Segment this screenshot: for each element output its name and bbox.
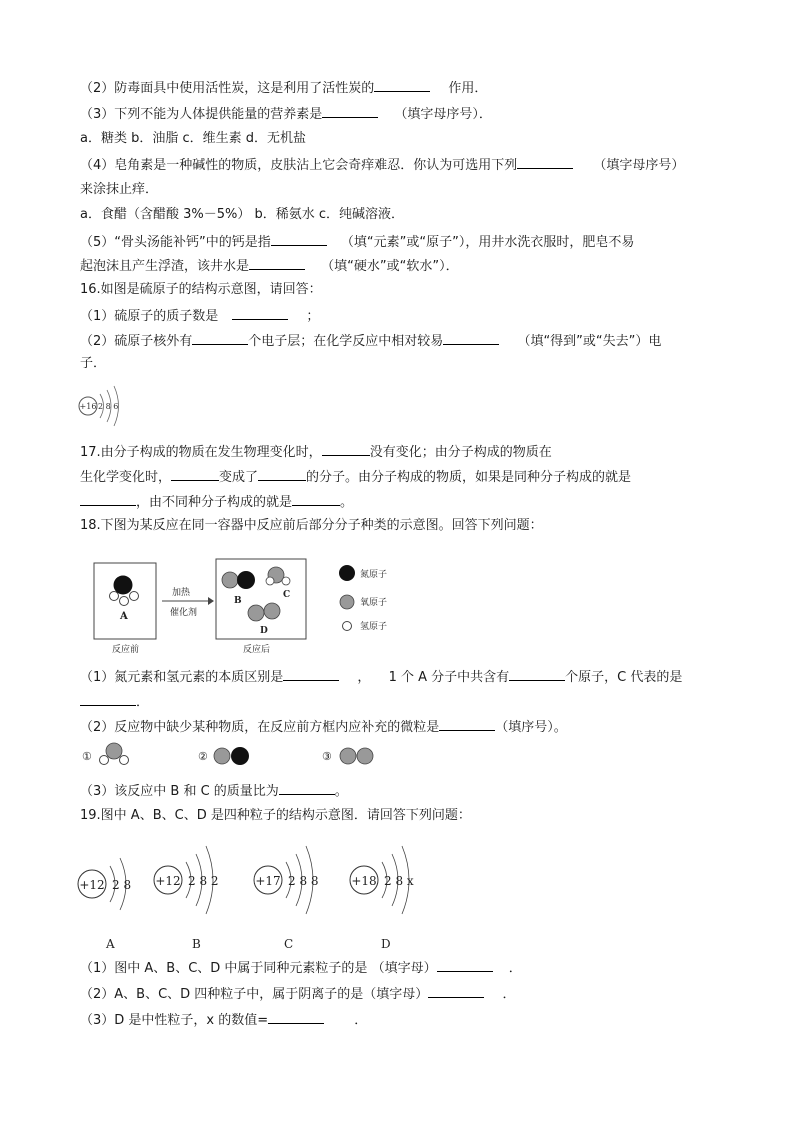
answer-blank[interactable]	[322, 104, 378, 118]
atom-d	[350, 846, 414, 951]
hydrogen-atom	[120, 597, 129, 606]
q15-p5-cont: 起泡沫且产生浮渣，该井水是	[80, 259, 250, 274]
answer-blank[interactable]	[292, 492, 340, 506]
q15-p5-tail: （填“元素”或“原子”），用井水洗衣服时，肥皂不易	[340, 235, 635, 250]
q18-p3-tail: 。	[334, 784, 348, 799]
q19-p2-text: （2）A、B、C、D 四种粒子中，属于阴离子的是（填字母）	[80, 987, 429, 1002]
oxygen-atom	[222, 572, 238, 588]
electron-counts: 2 8 2	[188, 874, 219, 888]
q16-p2-tail: （填“得到”或“失去”）电	[517, 334, 662, 349]
electron-counts: 2 8 6	[98, 402, 119, 411]
answer-blank[interactable]	[517, 155, 573, 169]
oxygen-atom	[214, 748, 230, 764]
oxygen-atom	[340, 748, 356, 764]
q18-line-2	[80, 717, 567, 737]
option-1-label: ①	[82, 750, 92, 763]
label-after: 反应后	[243, 645, 271, 655]
answer-blank[interactable]	[268, 1010, 324, 1024]
q16-line-2	[80, 331, 661, 351]
q18-title: 18.下图为某反应在同一容器中反应前后部分分子种类的示意图。回答下列问题：	[80, 518, 543, 533]
q18-p2-text: （2）反应物中缺少某种物质，在反应前方框内应补充的微粒是	[80, 720, 440, 735]
q18-p1-mid: 1 个 A 分子中共含有	[388, 670, 510, 685]
oxygen-atom	[357, 748, 373, 764]
legend-oxygen-label: 氧原子	[360, 598, 388, 608]
q18-line-3	[80, 781, 348, 801]
answer-blank[interactable]	[249, 256, 305, 270]
q17-l1-tail: 没有变化；由分子构成的物质在	[369, 445, 552, 460]
q15-p3-tail: （填字母序号）．	[394, 107, 492, 122]
atom-c	[254, 846, 319, 951]
q15-p5-text: （5）“骨头汤能补钙”中的钙是指	[80, 235, 271, 250]
q17-l2-tail: 的分子。由分子构成的物质，如果是同种分子构成的就是	[306, 470, 632, 485]
q18-p2-tail: （填序号）。	[495, 720, 567, 735]
oxygen-atom	[248, 605, 264, 621]
sulfur-atom-diagram	[76, 378, 136, 428]
q19-p1-tail: ．	[508, 961, 522, 976]
q18-p1-tail: 个原子，C 代表的是	[565, 670, 683, 685]
atom-label: B	[192, 937, 201, 951]
q15-p4-cont: 来涂抹止痒．	[80, 182, 159, 197]
q18-p1-text: （1）氮元素和氢元素的本质区别是	[80, 670, 284, 685]
q17-line-1	[80, 442, 552, 462]
q18-p1-end: ．	[136, 695, 150, 710]
legend-hydrogen-label: 氢原子	[360, 622, 388, 632]
q15-p5-tail2: （填“硬水”或“软水”）．	[321, 259, 459, 274]
nucleus-label: +17	[255, 874, 281, 888]
q18-line-1	[80, 667, 682, 687]
arrow-top-label: 加热	[172, 588, 191, 598]
answer-blank[interactable]	[509, 667, 565, 681]
q15-p4-tail: （填字母序号）	[593, 158, 685, 173]
atom-a	[78, 858, 131, 951]
label-b: B	[234, 596, 242, 606]
label-d: D	[260, 626, 268, 636]
hydrogen-atom	[130, 592, 139, 601]
q17-l3-mid: ，由不同种分子构成的就是	[136, 495, 293, 510]
answer-blank[interactable]	[192, 331, 248, 345]
q17-l1-text: 17.由分子构成的物质在发生物理变化时，	[80, 445, 322, 460]
q19-atom-diagrams	[74, 832, 434, 956]
q15-p3-options: a．糖类 b．油脂 c．维生素 d．无机盐	[80, 131, 307, 146]
q18-p3-text: （3）该反应中 B 和 C 的质量比为	[80, 784, 279, 799]
q16-p2-cont: 子．	[80, 356, 107, 371]
option-2-label: ②	[198, 750, 208, 763]
nucleus-label: +12	[79, 878, 105, 892]
answer-blank[interactable]	[171, 467, 219, 481]
q15-line-3	[80, 104, 492, 124]
legend-hydrogen-icon	[343, 622, 352, 631]
answer-blank[interactable]	[80, 692, 136, 706]
answer-blank[interactable]	[232, 306, 288, 320]
legend-nitrogen-icon	[339, 565, 355, 581]
hydrogen-atom	[100, 756, 109, 765]
atom-b	[154, 846, 219, 951]
oxygen-atom	[264, 603, 280, 619]
q16-p2-text: （2）硫原子核外有	[80, 334, 193, 349]
q19-p2-tail: ．	[502, 987, 516, 1002]
hydrogen-atom	[110, 592, 119, 601]
q19-p1-text: （1）图中 A、B、C、D 中属于同种元素粒子的是 （填字母）	[80, 961, 437, 976]
answer-blank[interactable]	[271, 232, 327, 246]
q15-line-4	[80, 155, 684, 175]
legend-oxygen-icon	[340, 595, 354, 609]
answer-blank[interactable]	[439, 717, 495, 731]
q19-line-2	[80, 984, 515, 1004]
nitrogen-atom	[237, 571, 255, 589]
nitrogen-atom	[231, 747, 249, 765]
electron-counts: 2 8 x	[384, 874, 414, 888]
q19-line-1	[80, 958, 522, 978]
q15-line-5	[80, 232, 634, 252]
q19-p3-text: （3）D 是中性粒子，x 的数值=	[80, 1013, 269, 1028]
q15-p3-text: （3）下列不能为人体提供能量的营养素是	[80, 107, 323, 122]
nitrogen-atom	[114, 576, 133, 595]
atom-label: A	[106, 937, 115, 951]
label-c: C	[283, 590, 291, 600]
arrow-head	[208, 597, 214, 605]
answer-blank[interactable]	[437, 958, 493, 972]
answer-blank[interactable]	[428, 984, 484, 998]
nucleus-label: +12	[155, 874, 181, 888]
answer-blank[interactable]	[322, 442, 370, 456]
q17-l2-text: 生化学变化时，	[80, 470, 172, 485]
answer-blank[interactable]	[283, 667, 339, 681]
arrow-bottom-label: 催化剂	[170, 608, 198, 618]
q17-line-2	[80, 467, 631, 487]
answer-blank[interactable]	[80, 492, 136, 506]
q18-p1-comma: ，	[357, 670, 371, 685]
q15-p4-text: （4）皂角素是一种碱性的物质，皮肤沾上它会奇痒难忍．你认为可选用下列	[80, 158, 518, 173]
nucleus-label: +18	[351, 874, 377, 888]
q18-line-1b	[80, 692, 149, 712]
q18-options	[80, 740, 390, 772]
atom-label: C	[284, 937, 294, 951]
q19-title: 19.图中 A、B、C、D 是四种粒子的结构示意图．请回答下列问题：	[80, 808, 471, 823]
q19-p3-tail: ．	[354, 1013, 368, 1028]
q15-p2-tail: 作用．	[448, 81, 488, 96]
answer-blank[interactable]	[279, 781, 335, 795]
answer-blank[interactable]	[443, 331, 499, 345]
q17-l2-mid: 变成了	[219, 470, 259, 485]
q16-p1-tail: ；	[306, 309, 320, 324]
hydrogen-atom	[282, 577, 290, 585]
q17-line-3	[80, 492, 353, 512]
q16-p1-text: （1）硫原子的质子数是	[80, 309, 219, 324]
answer-blank[interactable]	[374, 78, 430, 92]
q15-line-5b	[80, 256, 459, 276]
answer-blank[interactable]	[258, 467, 306, 481]
q16-line-1	[80, 306, 319, 326]
q15-p2-text: （2）防毒面具中使用活性炭，这是利用了活性炭的	[80, 81, 375, 96]
option-3-label: ③	[322, 750, 332, 763]
atom-label: D	[381, 937, 391, 951]
q17-l3-tail: 。	[340, 495, 354, 510]
electron-counts: 2 8 8	[288, 874, 319, 888]
label-before: 反应前	[112, 645, 140, 655]
oxygen-atom	[106, 743, 122, 759]
q15-p4-options: a．食醋（含醋酸 3%－5%） b．稀氨水 c．纯碱溶液．	[80, 207, 405, 222]
nucleus-label: +16	[79, 402, 97, 411]
q19-line-3	[80, 1010, 367, 1030]
legend-nitrogen-label: 氮原子	[360, 570, 388, 580]
reaction-diagram	[90, 555, 410, 655]
hydrogen-atom	[266, 577, 274, 585]
electron-counts: 2 8	[112, 878, 132, 892]
q16-title: 16.如图是硫原子的结构示意图，请回答：	[80, 282, 322, 297]
hydrogen-atom	[120, 756, 129, 765]
q16-p2-mid: 个电子层；在化学反应中相对较易	[248, 334, 444, 349]
q15-line-2	[80, 78, 487, 98]
label-a: A	[120, 611, 128, 622]
